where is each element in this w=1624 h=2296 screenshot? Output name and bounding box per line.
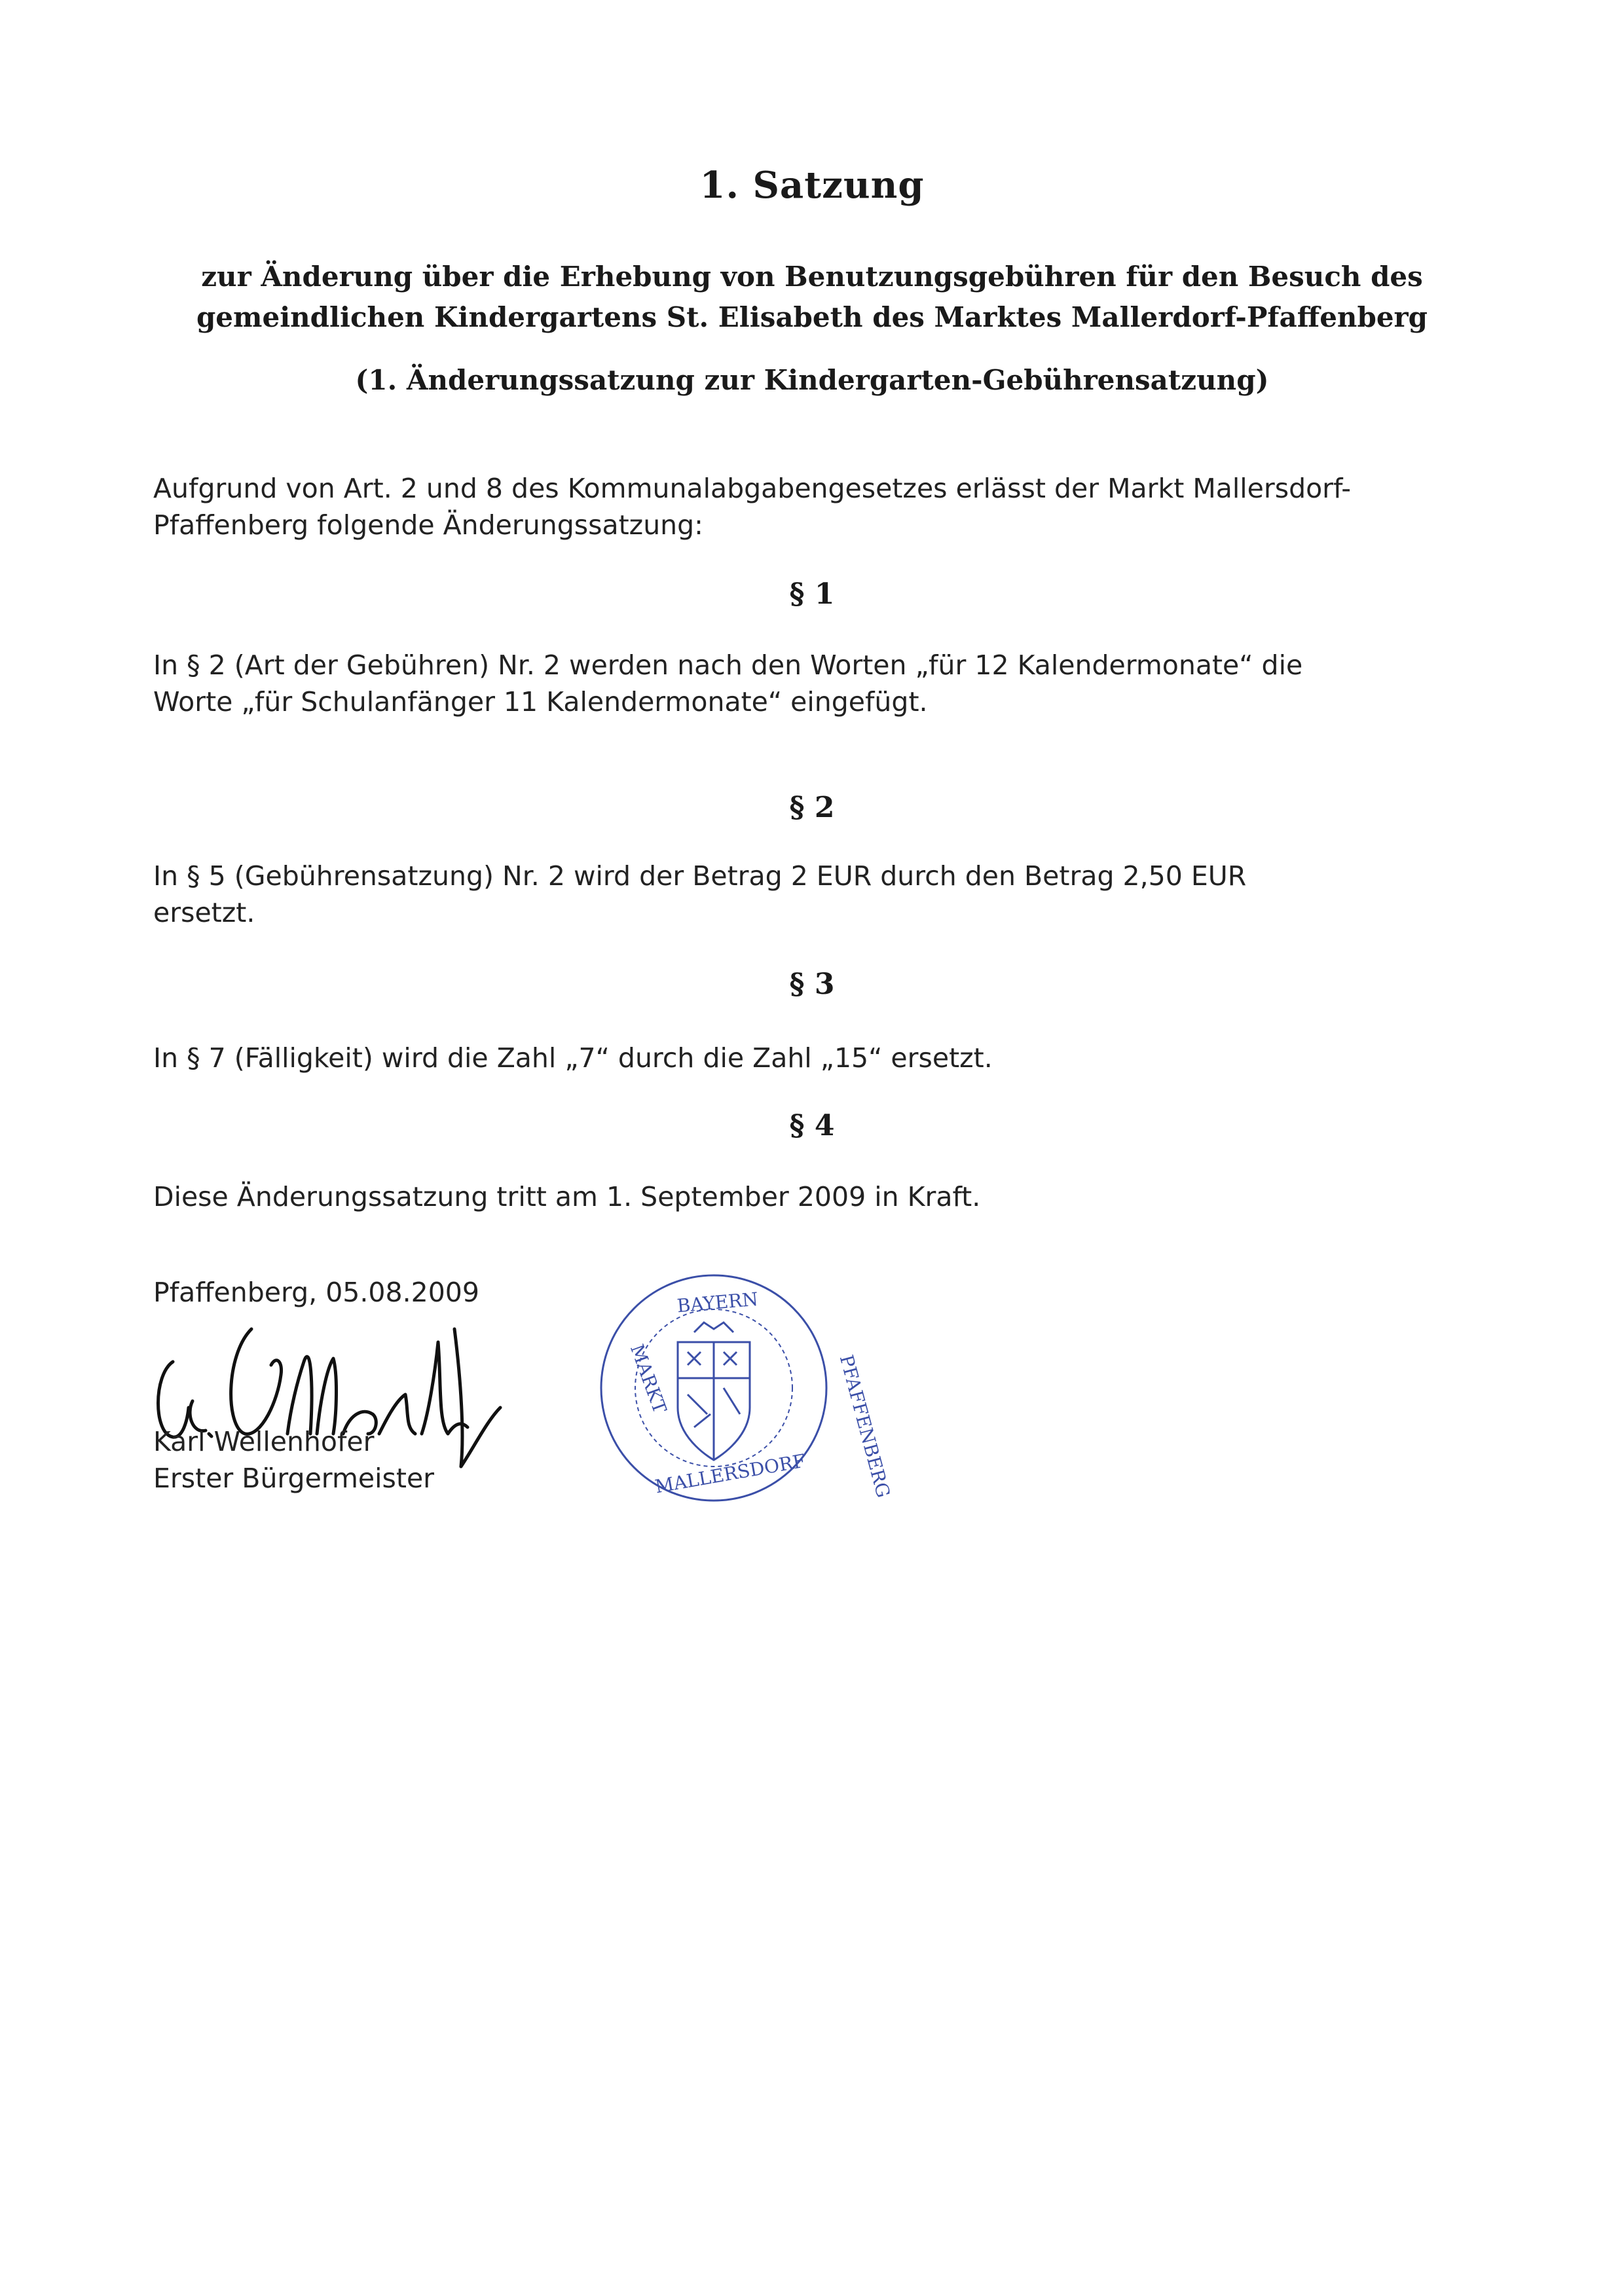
subtitle-line: gemeindlichen Kindergartens St. Elisabeth des Marktes Mallerdorf-Pfaffenberg — [196, 301, 1428, 333]
section-line: Diese Änderungssatzung tritt am 1. September 2009 in Kraft. — [153, 1181, 981, 1212]
section-line: ersetzt. — [153, 897, 255, 928]
signatory-role: Erster Bürgermeister — [153, 1463, 435, 1494]
section-line: In § 2 (Art der Gebühren) Nr. 2 werden nach den Worten „für 12 Kalendermonate“ die — [153, 649, 1303, 681]
svg-text:MALLERSDORF: MALLERSDORF — [653, 1449, 807, 1498]
section-body-4 — [153, 1178, 1489, 1215]
svg-text:MARKT: MARKT — [625, 1341, 671, 1417]
section-heading-1: § 1 — [789, 577, 835, 611]
short-title: (1. Änderungssatzung zur Kindergarten-Gebührensatzung) — [355, 364, 1269, 396]
section-heading-4: § 4 — [789, 1109, 835, 1142]
subtitle-line: zur Änderung über die Erhebung von Benutzungsgebühren für den Besuch des — [201, 261, 1423, 293]
section-line: In § 7 (Fälligkeit) wird die Zahl „7“ durch die Zahl „15“ ersetzt. — [153, 1042, 993, 1074]
signature-block — [153, 1277, 612, 1506]
document-title: 1. Satzung — [699, 164, 925, 207]
section-body-3 — [153, 1040, 1489, 1076]
place-date: Pfaffenberg, 05.08.2009 — [153, 1277, 479, 1308]
section-line: Worte „für Schulanfänger 11 Kalendermonate“ eingefügt. — [153, 686, 928, 718]
section-body-1 — [153, 647, 1489, 720]
section-heading-3: § 3 — [789, 968, 835, 1001]
section-body-2 — [153, 858, 1489, 931]
preamble-line: Pfaffenberg folgende Änderungssatzung: — [153, 509, 703, 541]
section-heading-2: § 2 — [789, 791, 835, 824]
official-seal-stamp — [589, 1264, 895, 1512]
preamble — [153, 470, 1489, 543]
signatory-name: Karl Wellenhofer — [153, 1426, 375, 1457]
preamble-line: Aufgrund von Art. 2 und 8 des Kommunalabgabengesetzes erlässt der Markt Mallersdorf- — [153, 473, 1352, 504]
svg-text:BAYERN: BAYERN — [676, 1288, 760, 1317]
document-subtitle — [164, 257, 1460, 338]
svg-text:PFAFFENBERG: PFAFFENBERG — [835, 1352, 895, 1501]
section-line: In § 5 (Gebührensatzung) Nr. 2 wird der Betrag 2 EUR durch den Betrag 2,50 EUR — [153, 860, 1247, 892]
